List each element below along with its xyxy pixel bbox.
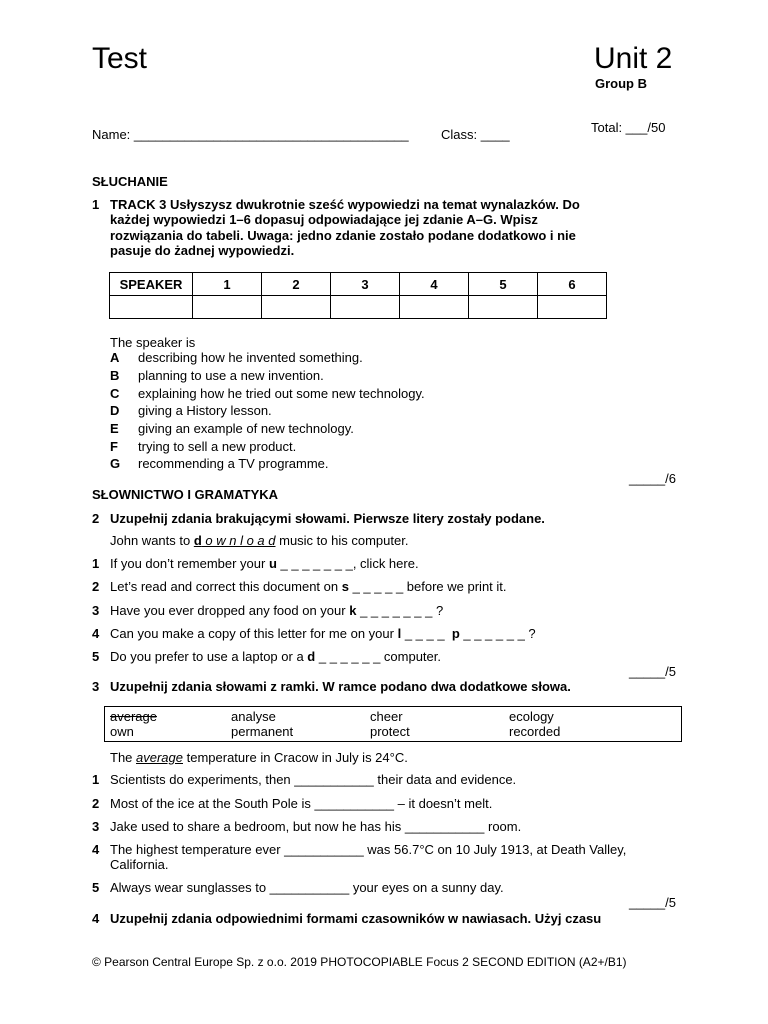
gap-sentence	[110, 626, 536, 641]
option-letter: F	[110, 439, 118, 454]
first-letter: d	[307, 649, 316, 664]
word-box-item: analyse	[231, 709, 276, 724]
option-text: explaining how he tried out some new technology.	[138, 386, 425, 401]
example-text: temperature in Cracow in July is 24°C.	[183, 750, 408, 765]
gap-sentence: Always wear sunglasses to ___________ your eyes on a sunny day.	[110, 880, 504, 895]
table-answer-row	[110, 296, 607, 319]
option-letter: B	[110, 368, 120, 383]
item-number: 3	[92, 819, 100, 834]
answer-cell[interactable]	[400, 296, 469, 319]
sentence-text: _ _ _ _ _ _ computer.	[315, 649, 441, 664]
first-letter: s	[341, 579, 349, 594]
item-number: 3	[92, 603, 100, 618]
sentence-text: _ _ _ _ _ _ _ ?	[356, 603, 444, 618]
sentence-text: _ _ _ _ _ before we print it.	[348, 579, 507, 594]
word-box-item: recorded	[509, 724, 561, 739]
item-number: 5	[92, 880, 100, 895]
option-text: recommending a TV programme.	[138, 456, 329, 471]
question-instruction-line: TRACK 3 Usłyszysz dwukrotnie sześć wypowiedzi na temat wynalazków. Do	[110, 197, 580, 212]
first-letter: l	[397, 626, 402, 641]
word-box-item: average	[110, 709, 157, 724]
answer-cell[interactable]	[262, 296, 331, 319]
sentence-text: _ _ _ _ _ _ ?	[459, 626, 536, 641]
word-box	[104, 706, 682, 742]
option-letter: D	[110, 403, 120, 418]
table-header-cell: 3	[331, 273, 400, 296]
option-text: giving an example of new technology.	[138, 421, 354, 436]
section-title-listening: SŁUCHANIE	[92, 174, 168, 189]
word-box-item: permanent	[231, 724, 294, 739]
gap-sentence: Scientists do experiments, then ___________ their data and evidence.	[110, 772, 517, 787]
word-box-item: cheer	[370, 709, 403, 724]
gap-sentence: Jake used to share a bedroom, but now he has his ___________ room.	[110, 819, 522, 834]
sentence-text: If you don’t remember your	[110, 556, 269, 571]
item-number: 5	[92, 649, 100, 664]
table-header-cell: SPEAKER	[110, 273, 193, 296]
group-label: Group B	[595, 76, 647, 91]
item-number: 2	[92, 796, 100, 811]
sentence-text: _ _ _ _ _ _ _, click here.	[276, 556, 419, 571]
score-field: _____/5	[629, 895, 676, 910]
example-sentence	[110, 533, 408, 548]
score-field: _____/6	[629, 471, 676, 486]
word-box-item: own	[110, 724, 134, 739]
option-text: describing how he invented something.	[138, 350, 363, 365]
unit-label: Unit 2	[594, 42, 673, 75]
gap-sentence: Most of the ice at the South Pole is ___________ – it doesn’t melt.	[110, 796, 493, 811]
question-number: 1	[92, 197, 100, 212]
first-letter: p	[451, 626, 460, 641]
item-number: 4	[92, 842, 100, 857]
sentence-text: Have you ever dropped any food on your	[110, 603, 350, 618]
question-number: 2	[92, 511, 100, 526]
question-instruction-line: pasuje do żadnej wypowiedzi.	[110, 243, 295, 258]
question-number: 4	[92, 911, 100, 926]
item-number: 1	[92, 772, 100, 787]
question-number: 3	[92, 679, 100, 694]
item-number: 1	[92, 556, 100, 571]
example-answer: o w n l o a d	[201, 533, 276, 548]
table-header-cell: 1	[193, 273, 262, 296]
table-header-cell: 6	[538, 273, 607, 296]
question-instruction-line: rozwiązania do tabeli. Uwaga: jedno zdanie zostało podane dodatkowo i nie	[110, 228, 576, 243]
example-text: John wants to	[110, 533, 194, 548]
example-first-letter: d	[193, 533, 202, 548]
section-title-vocabulary: SŁOWNICTWO I GRAMATYKA	[92, 487, 279, 502]
table-header-cell: 5	[469, 273, 538, 296]
option-letter: A	[110, 350, 120, 365]
sentence-text: Let’s read and correct this document on	[110, 579, 342, 594]
table-header-cell: 2	[262, 273, 331, 296]
word-box-item: ecology	[509, 709, 554, 724]
gap-sentence	[110, 556, 419, 571]
total-score-label: Total: ___/50	[591, 120, 666, 135]
gap-sentence	[110, 579, 507, 594]
sentence-text: _ _ _ _	[401, 626, 452, 641]
option-text: planning to use a new invention.	[138, 368, 324, 383]
name-field-label: Name: ______________________________________	[92, 127, 409, 142]
option-letter: C	[110, 386, 120, 401]
question-instruction: Uzupełnij zdania słowami z ramki. W ramce podano dwa dodatkowe słowa.	[110, 679, 571, 694]
example-text: music to his computer.	[275, 533, 409, 548]
option-text: trying to sell a new product.	[138, 439, 297, 454]
example-sentence	[110, 750, 408, 765]
gap-sentence: The highest temperature ever ___________ was 56.7°C on 10 July 1913, at Death Valley,	[110, 842, 627, 857]
page-title: Test	[92, 42, 148, 75]
sentence-text: Can you make a copy of this letter for me on your	[110, 626, 398, 641]
table-header-row	[110, 273, 607, 296]
question-instruction: Uzupełnij zdania brakującymi słowami. Pierwsze litery zostały podane.	[110, 511, 545, 526]
answer-cell[interactable]	[538, 296, 607, 319]
option-letter: G	[110, 456, 121, 471]
answer-cell[interactable]	[331, 296, 400, 319]
option-text: giving a History lesson.	[138, 403, 272, 418]
options-intro: The speaker is	[110, 335, 196, 350]
gap-sentence	[110, 649, 441, 664]
gap-sentence-continued: California.	[110, 857, 169, 872]
item-number: 2	[92, 579, 100, 594]
first-letter: u	[268, 556, 277, 571]
word-box-item: protect	[370, 724, 410, 739]
table-header-cell: 4	[400, 273, 469, 296]
first-letter: k	[349, 603, 357, 618]
answer-cell[interactable]	[469, 296, 538, 319]
example-text: The	[110, 750, 137, 765]
speaker-answer-table	[109, 272, 607, 319]
score-field: _____/5	[629, 664, 676, 679]
sentence-text: Do you prefer to use a laptop or a	[110, 649, 308, 664]
copyright-footer: © Pearson Central Europe Sp. z o.o. 2019 PHOTOCOPIABLE Focus 2 SECOND EDITION (A2+/B1)	[92, 955, 627, 969]
answer-cell[interactable]	[193, 296, 262, 319]
item-number: 4	[92, 626, 100, 641]
question-instruction-line: każdej wypowiedzi 1–6 dopasuj odpowiadające jej zdanie A–G. Wpisz	[110, 212, 538, 227]
option-letter: E	[110, 421, 119, 436]
question-instruction: Uzupełnij zdania odpowiednimi formami czasowników w nawiasach. Użyj czasu	[110, 911, 602, 926]
gap-sentence	[110, 603, 443, 618]
answer-cell	[110, 296, 193, 319]
example-answer: average	[136, 750, 183, 765]
class-field-label: Class: ____	[441, 127, 510, 142]
